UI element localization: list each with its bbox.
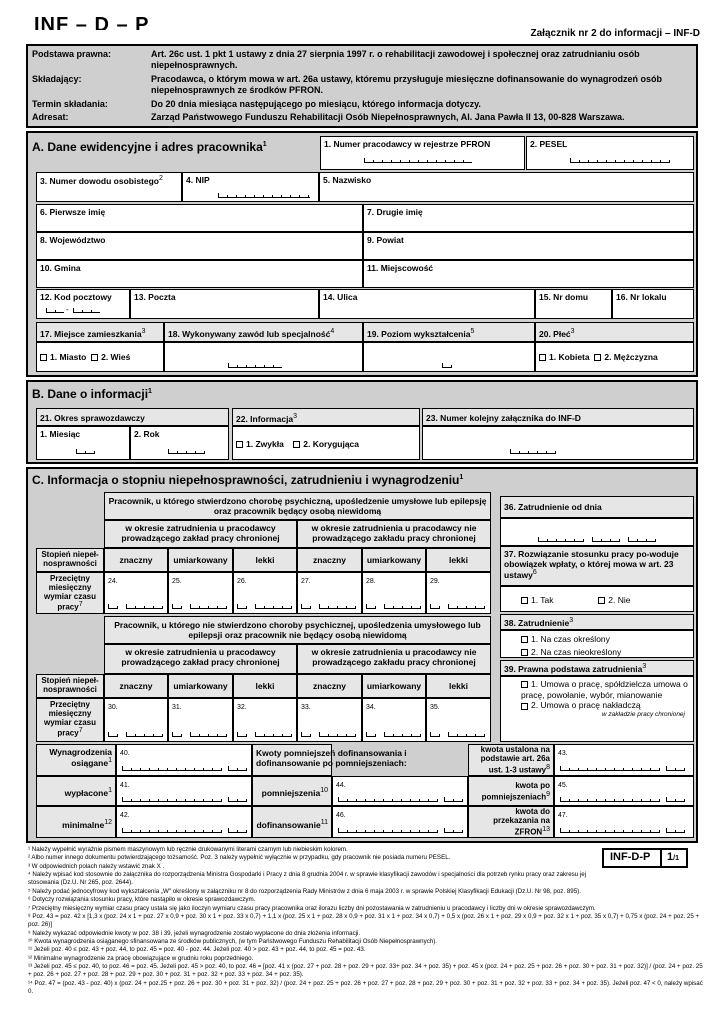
address: Zarząd Państwowego Funduszu Rehabilitacji Osób Niepełnosprawnych, Al. Jana Pawła II 13, 00-828 Warszawa. [151, 112, 625, 122]
comb-40 [122, 766, 222, 771]
field-residence-label: 17. Miejsce zamieszkania$^3$ [36, 322, 164, 342]
costs-label: Kwoty pomniejszeń dofinansowania i dofinansowanie po pomniejszeniach: [256, 748, 407, 769]
footnote: ⁶ Dotyczy rozwiązania stosunku pracy, które nastąpiło w okresie sprawozdawczym. [28, 896, 256, 904]
comb-41b [228, 797, 247, 802]
field-education-label: 19. Poziom wykształcenia$^5$ [363, 322, 535, 342]
field-county[interactable]: 9. Powiat [363, 232, 694, 260]
comb-45 [560, 797, 660, 802]
g2-time-comb-3 [301, 732, 311, 737]
g2-time-comb2-3 [319, 732, 356, 737]
footnote: ¹⁴ Poz. 47 = (poz. 43 - poz. 40) x (poz. 24 + poz.25 + poz. 26 + poz. 30 + poz. 31 + poz. 32) / (poz. 24 + poz. 25 + poz. 26 + poz. 27 + poz. 28 + poz. 29 + poz. 30 + poz. 31 + poz. 32 + poz. 33 + poz. 34 + poz. 35). Jeżeli poz. 47 < 0, należy wpisać 0. [28, 979, 703, 996]
termination-options [500, 586, 694, 612]
field-pfron-number[interactable]: 1. Numer pracodawcy w rejestrze PFRON [320, 136, 525, 170]
comb-40b [228, 766, 247, 771]
group1-time-label: Przeciętny miesięczny wymiar czasu pracy$^7$ [36, 572, 104, 614]
g1-time-comb2-0 [126, 604, 163, 609]
g2-degree-5: lekki [426, 674, 491, 698]
employment-date-label: 36. Zatrudnienie od dnia [500, 496, 694, 518]
section-b-title: B. Dane o informacji$^1$ [32, 387, 152, 401]
pfron-number-comb [364, 158, 472, 163]
field-voivodeship[interactable]: 8. Województwo [36, 232, 363, 260]
g1-time-field-1[interactable]: 25. [168, 572, 233, 614]
field-municipality[interactable]: 10. Gmina [36, 260, 363, 288]
year-field[interactable]: 2. Rok [130, 426, 229, 460]
field-house-number[interactable]: 15. Nr domu [535, 289, 612, 319]
g2-time-field-0[interactable]: 30. [104, 698, 168, 742]
field-locality[interactable]: 11. Miejscowość [363, 260, 694, 288]
g1-degree-4: umiarkowany [362, 548, 426, 572]
g1-degree-1: umiarkowany [168, 548, 233, 572]
education-comb [442, 363, 452, 368]
g1-time-comb2-2 [255, 604, 292, 609]
field-40[interactable]: 40. [116, 744, 252, 776]
g1-time-field-0[interactable]: 24. [104, 572, 168, 614]
field-postal-code[interactable]: 12. Kod pocztowy [36, 289, 130, 319]
legal-basis-employment-options [500, 676, 694, 742]
page-number: 1/1 [667, 851, 679, 863]
field-apartment-number[interactable]: 16. Nr lokalu [612, 289, 694, 319]
group2-zpch: w okresie zatrudnienia u pracodawcy prowadzącego zakład pracy chronionej [104, 644, 297, 674]
fixed-term-checkbox[interactable]: 1. Na czas określony [521, 633, 693, 646]
termination-label: 37. Rozwiązanie stosunku pracy po-woduje obowiązek wpłaty, o której mowa w art. 23 ustawy$^6$ [500, 546, 694, 586]
attachment-number-comb [510, 449, 556, 454]
nip-comb [218, 193, 310, 198]
field-pesel[interactable]: 2. PESEL [526, 136, 694, 170]
group1-degree-label: Stopień niepeł-nosprawności [36, 548, 104, 572]
comb-44b [444, 797, 463, 802]
field-street[interactable]: 14. Ulica [319, 289, 535, 319]
deadline-label: Termin składania: [32, 99, 108, 109]
comb-46b [444, 828, 463, 833]
month-field[interactable]: 1. Miesiąc [36, 426, 130, 460]
g2-time-comb-5 [430, 732, 440, 737]
submitter: Pracodawca, o którym mowa w art. 26a ustawy, któremu przysługuje miesięczne dofinansowanie do wynagrodzeń osób niepełnosprawnych ze środków PFRON. [151, 74, 662, 96]
g1-time-field-4[interactable]: 28. [362, 572, 426, 614]
code-divider [660, 848, 662, 868]
footnote: ⁷ Przeciętny miesięczny wymiar czasu pracy ustala się jako iloczyn wymiaru czasu pracy pracownika oraz ilorazu liczby dni pozostawania w zatrudnieniu u pracodawcy i liczby dni w okresie sprawozdawczym. [28, 904, 596, 912]
reductions-label: pomniejszenia$^{10}$ [252, 776, 332, 806]
comb-47b [666, 828, 685, 833]
attachment-number-field[interactable] [422, 426, 694, 460]
section-a-title: A. Dane ewidencyjne i adres pracownika$^1$ [32, 140, 267, 154]
usual-checkbox[interactable]: 1. Zwykła [236, 439, 284, 449]
legal-basis-label: Podstawa prawna: [32, 49, 112, 59]
comb-46 [338, 828, 438, 833]
g2-time-comb-1 [172, 732, 182, 737]
g1-time-comb2-5 [448, 604, 485, 609]
field-id-number[interactable]: 3. Numer dowodu osobistego$^2$ [36, 172, 182, 202]
correcting-checkbox[interactable]: 2. Korygująca [293, 439, 359, 449]
footnote: ¹¹ Jeżeli poz. 40 ≤ poz. 43 + poz. 44, to poz. 45 = poz. 40 - poz. 44. Jeżeli poz. 40 > poz. 43 + poz. 44, to poz. 45 = poz. 43. [28, 946, 366, 954]
footnote: ⁹ Należy wykazać odpowiednie kwoty w poz. 38 i 39, jeżeli wynagrodzenie zostało wypłacone do dnia złożenia informacji. [28, 929, 361, 937]
g2-time-field-5[interactable]: 35. [426, 698, 491, 742]
attachment-label: Załącznik nr 2 do informacji – INF-D [530, 28, 700, 39]
year-comb [168, 449, 205, 454]
comb-42b [228, 828, 247, 833]
date-comb-3 [628, 537, 656, 542]
comb-41 [122, 797, 222, 802]
field-second-name[interactable]: 7. Drugie imię [363, 204, 694, 232]
form-title: INF – D – P [34, 14, 150, 30]
g1-time-comb2-4 [384, 604, 421, 609]
field-post-office[interactable]: 13. Poczta [130, 289, 319, 319]
footnote: ² Albo numer innego dokumentu potwierdzającego tożsamość. Poz. 3 należy wypełnić wyłącznie w przypadku, gdy pracownik nie posiada numeru PESEL. [28, 854, 451, 862]
period-label: 21. Okres sprawozdawczy [36, 408, 229, 426]
g2-time-comb-0 [108, 732, 118, 737]
contract-checkbox[interactable]: 1. Umowa o pracę, spółdzielcza umowa o pracę, powołanie, wybór, mianowanie [521, 679, 688, 700]
g1-time-comb-3 [301, 604, 311, 609]
residence-options [36, 342, 164, 372]
wages-paid-label: wypłacone$^1$ [36, 776, 116, 806]
k1-label: kwota ustalona na podstawie art. 26a ust. 1-3 ustawy$^8$ [468, 744, 554, 776]
field-47[interactable]: 47. [554, 806, 694, 838]
village-checkbox[interactable]: 2. Wieś [91, 352, 130, 362]
deadline: Do 20 dnia miesiąca następującego po miesiącu, którego informacja dotyczy. [151, 99, 481, 109]
g1-time-field-3[interactable]: 27. [297, 572, 362, 614]
g2-degree-1: umiarkowany [168, 674, 233, 698]
g2-time-comb2-4 [384, 732, 421, 737]
field-44[interactable]: 44. [332, 776, 468, 806]
gender-options [535, 342, 694, 372]
wages-earned-label: Wynagrodzenia osiągane$^1$ [36, 744, 116, 776]
g1-degree-2: lekki [233, 548, 297, 572]
footnote: ¹³ Jeżeli poz. 45 ≤ poz. 40, to poz. 46 = poz. 45. Jeżeli poz. 45 > poz. 40, to poz. 46 = [poz. 41 x (poz. 27 + poz. 28 + poz. 29 + poz. 33+ poz. 34 + poz. 35) + poz. 45 x (poz. 24 + poz. 25 + poz. 26 + poz. 30 + poz. 31 + poz. 32)] / (poz. 24 + poz. 25 + poz. 26 + poz. 27 + poz. 28 + poz. 29 + poz. 30 + poz. 31 + poz. 32 + poz. 33 + poz. 34 + poz. 35). [28, 963, 703, 979]
g1-time-field-2[interactable]: 26. [233, 572, 297, 614]
male-checkbox[interactable]: 2. Mężczyzna [594, 352, 657, 362]
g2-time-field-2[interactable]: 32. [233, 698, 297, 742]
month-comb [76, 449, 95, 454]
comb-42 [122, 828, 222, 833]
g1-time-comb2-3 [319, 604, 356, 609]
footnote: ³ W odpowiednich polach należy wstawić znak X . [28, 862, 165, 870]
group1-zpch: w okresie zatrudnienia u pracodawcy prowadzącego zakład pracy chronionej [104, 520, 297, 548]
field-surname[interactable]: 5. Nazwisko [319, 172, 694, 202]
yes-checkbox[interactable]: 1. Tak [521, 595, 554, 605]
field-45[interactable]: 45. [554, 776, 694, 806]
date-comb-1 [538, 537, 584, 542]
address-label: Adresat: [32, 112, 69, 122]
g2-degree-4: umiarkowany [362, 674, 426, 698]
g2-time-comb2-5 [448, 732, 485, 737]
comb-43b [666, 766, 685, 771]
g1-time-field-5[interactable]: 29. [426, 572, 491, 614]
g2-time-field-3[interactable]: 33. [297, 698, 362, 742]
g2-time-comb-2 [237, 732, 247, 737]
date-comb-2 [592, 537, 620, 542]
pesel-comb [570, 158, 670, 163]
footnote: ¹ Należy wypełnić wyraźnie pismem maszynowym lub ręcznie drukowanymi literami czarnym lub niebieskim kolorem. [28, 846, 348, 853]
g1-degree-3: znaczny [297, 548, 362, 572]
g2-time-field-4[interactable]: 34. [362, 698, 426, 742]
field-46[interactable]: 46. [332, 806, 468, 838]
wages-min-label: minimalne$^{12}$ [36, 806, 116, 838]
field-gender-label: 20. Płeć$^3$ [535, 322, 694, 342]
g1-time-comb-2 [237, 604, 247, 609]
occupation-comb [228, 363, 282, 368]
comb-43 [560, 766, 660, 771]
g2-degree-2: lekki [233, 674, 297, 698]
form-code: INF-D-P [610, 851, 651, 863]
group1-nzpch: w okresie zatrudnienia u pracodawcy nie prowadzącego zakładu pracy chronionej [297, 520, 491, 548]
footnote: ¹² Minimalne wynagrodzenie za pracę obowiązujące w grudniu roku poprzedniego. [28, 954, 254, 962]
legal-basis: Art. 26c ust. 1 pkt 1 ustawy z dnia 27 sierpnia 1997 r. o rehabilitacji zawodowej i społecznej oraz zatrudnianiu osób niepełnosprawnych. [151, 49, 640, 71]
comb-47 [560, 828, 660, 833]
g1-degree-0: znaczny [104, 548, 168, 572]
g1-time-comb-5 [430, 604, 440, 609]
outwork-checkbox[interactable]: 2. Umowa o pracę nakładczą [521, 700, 691, 711]
postal-dash: - [66, 305, 69, 314]
group1-header: Pracownik, u którego stwierdzono chorobę psychiczną, upośledzenie umysłowe lub epilepsję oraz pracownik będący osobą niewidomą [104, 492, 491, 520]
g2-time-comb2-2 [255, 732, 292, 737]
attachment-number-label: 23. Numer kolejny załącznika do INF-D [422, 408, 694, 426]
footnote: ¹⁰ Kwota wynagrodzenia osiąganego sfinansowana ze środków publicznych, (w tym Państwowego Funduszu Rehabilitacji Osób Niepełnosprawnych). [28, 937, 438, 945]
g2-time-comb2-0 [126, 732, 163, 737]
g2-time-comb-4 [366, 732, 376, 737]
section-c-title: C. Informacja o stopniu niepełnosprawności, zatrudnieniu i wynagrodzeniu$^1$ [32, 473, 464, 487]
group2-nzpch: w okresie zatrudnienia u pracodawcy nie prowadzącego zakładu pracy chronionej [297, 644, 491, 674]
outwork-note: w zakładzie pracy chronionej [601, 710, 685, 718]
footnote: ⁴ Należy wpisać kod stosownie do załącznika do rozporządzenia Ministra Gospodarki i Pracy z dnia 8 grudnia 2004 r. w sprawie klasyfikacji zawodów i specjalności dla potrzeb rynku pracy oraz zakresu jej stosowania (Dz.U. Nr 265, poz. 2644). [28, 871, 587, 887]
g1-time-comb-1 [172, 604, 182, 609]
g2-degree-3: znaczny [297, 674, 362, 698]
city-checkbox[interactable]: 1. Miasto [40, 352, 86, 362]
group2-degree-label: Stopień niepeł-nosprawności [36, 674, 104, 698]
indefinite-checkbox[interactable]: 2. Na czas nieokreślony [521, 646, 693, 658]
field-first-name[interactable]: 6. Pierwsze imię [36, 204, 363, 232]
postal-comb-1 [46, 308, 64, 313]
field-41[interactable]: 41. [116, 776, 252, 806]
field-42[interactable]: 42. [116, 806, 252, 838]
field-43[interactable]: 43. [554, 744, 694, 776]
k3-label: kwota do przekazania na ZFRON$^{13}$ [468, 806, 554, 838]
employment-type-label: 38. Zatrudnienie$^3$ [500, 614, 694, 630]
funding-label: dofinansowanie$^{11}$ [252, 806, 332, 838]
group2-header: Pracownik, u którego nie stwierdzono choroby psychicznej, upośledzenia umysłowego lub epilepsji oraz pracownik nie będący osobą niewidomą [104, 616, 491, 644]
info-type-label: 22. Informacja$^3$ [232, 408, 420, 426]
g1-time-comb-4 [366, 604, 376, 609]
g2-time-comb2-1 [190, 732, 227, 737]
g1-degree-5: lekki [426, 548, 491, 572]
legal-basis-employment-label: 39. Prawna podstawa zatrudnienia$^3$ [500, 660, 694, 676]
footnote: ⁸ Poz. 43 = poz. 42 x [1,3 x (poz. 24 x 1 + poz. 27 x 0,9 + poz. 30 x 1 + poz. 33 x 0,7) + 1,1 x (poz. 25 x 1 + poz. 28 x 0,9 + poz. 31 x 1 + poz. 34 x 0,7) + 0,5 x (poz. 26 x 1 + poz. 29 x 0,9 + poz. 32 x 1 + poz. 35 x 0,7) + 0,75 x (poz. 24 + poz. 25 + poz. 26)] [28, 912, 700, 929]
comb-45b [666, 797, 685, 802]
female-checkbox[interactable]: 1. Kobieta [539, 352, 590, 362]
g2-time-field-1[interactable]: 31. [168, 698, 233, 742]
info-type-options [232, 426, 420, 460]
no-checkbox[interactable]: 2. Nie [598, 595, 630, 605]
g1-time-comb2-1 [190, 604, 227, 609]
group2-time-label: Przeciętny miesięczny wymiar czasu pracy$^7$ [36, 698, 104, 742]
g1-time-comb-0 [108, 604, 118, 609]
g2-degree-0: znaczny [104, 674, 168, 698]
field-occupation-label: 18. Wykonywany zawód lub specjalność$^4$ [164, 322, 363, 342]
postal-comb-2 [73, 308, 100, 313]
submitter-label: Składający: [32, 74, 82, 84]
employment-type-options [500, 630, 694, 658]
comb-44 [338, 797, 438, 802]
footnote: ⁵ Należy podać jednocyfrowy kod wykształcenia „W" określony w załączniku nr 8 do rozporządzenia Rady Ministrów z dnia 6 maja 2003 r. w sprawie Polskiej Klasyfikacji Edukacji (Dz.U. Nr 98, poz. 895). [28, 887, 581, 895]
k2-label: kwota po pomniejszeniach$^9$ [468, 776, 554, 806]
field-nip[interactable]: 4. NIP [182, 172, 319, 202]
